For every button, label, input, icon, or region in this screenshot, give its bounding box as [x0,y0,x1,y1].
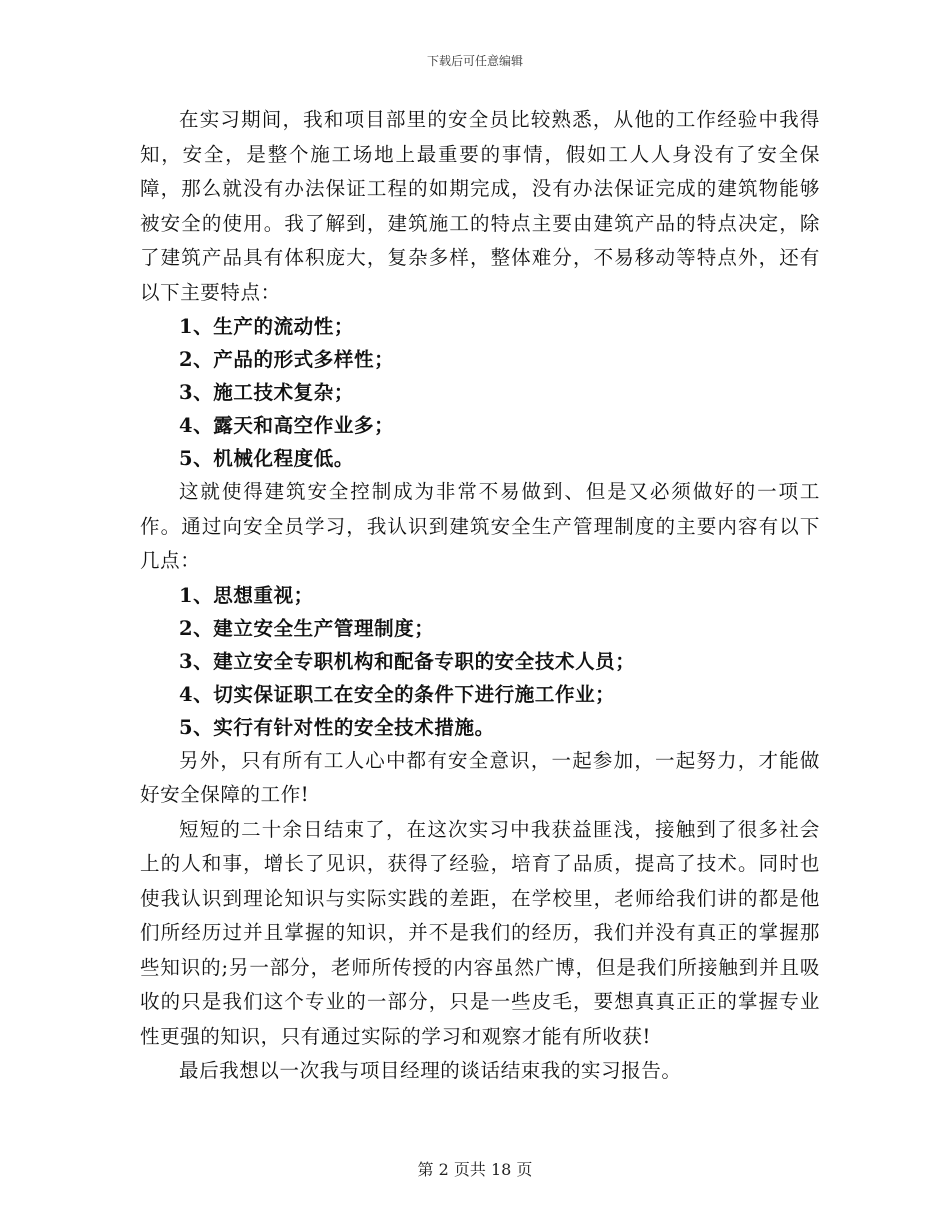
list-item: 1、生产的流动性； [179,315,354,338]
list-item: 2、产品的形式多样性； [179,348,395,371]
document-body [140,103,820,1089]
paragraph-internship-summary: 短短的二十余日结束了，在这次实习中我获益匪浅，接触到了很多社会上的人和事，增长了见识，获得了经验，培育了品质，提高了技术。同时也使我认识到理论知识与实际实践的差距，在学校里，老师给我们讲的都是他们所经历过并且掌握的知识，并不是我们的经历，我们并没有真正的掌握那些知识的;另一部分，老师所传授的内容虽然广博，但是我们所接触到并且吸收的只是我们这个专业的一部分，只是一些皮毛，要想真真正正的掌握专业性更强的知识，只有通过实际的学习和观察才能有所收获! [140,817,820,1048]
page-header: 下载后可任意编辑 [426,54,523,68]
paragraph-safety-awareness: 另外，只有所有工人心中都有安全意识，一起参加，一起努力，才能做好安全保障的工作! [140,748,820,806]
list-item: 3、建立安全专职机构和配备专职的安全技术人员； [179,649,636,673]
safety-management-list [140,579,820,744]
list-item: 4、露天和高空作业多； [179,414,395,437]
list-item: 5、机械化程度低。 [179,447,354,470]
list-item: 3、施工技术复杂； [179,381,354,404]
page-number: 第 2 页共 18 页 [417,1160,533,1179]
construction-features-list [140,310,820,475]
paragraph-safety-management: 这就使得建筑安全控制成为非常不易做到、但是又必须做好的一项工作。通过向安全员学习，我认识到建筑安全生产管理制度的主要内容有以下几点： [140,480,820,572]
list-item: 5、实行有针对性的安全技术措施。 [179,715,495,739]
list-item: 2、建立安全生产管理制度； [179,616,435,640]
paragraph-safety-intro: 在实习期间，我和项目部里的安全员比较熟悉，从他的工作经验中我得知，安全，是整个施工场地上最重要的事情，假如工人人身没有了安全保障，那么就没有办法保证工程的如期完成，没有办法保证完成的建筑物能够被安全的使用。我了解到，建筑施工的特点主要由建筑产品的特点决定，除了建筑产品具有体积庞大，复杂多样，整体难分，不易移动等特点外，还有以下主要特点： [140,108,820,304]
paragraph-closing: 最后我想以一次我与项目经理的谈话结束我的实习报告。 [179,1059,682,1082]
list-item: 1、思想重视； [179,583,314,607]
list-item: 4、切实保证职工在安全的条件下进行施工作业； [179,682,616,706]
